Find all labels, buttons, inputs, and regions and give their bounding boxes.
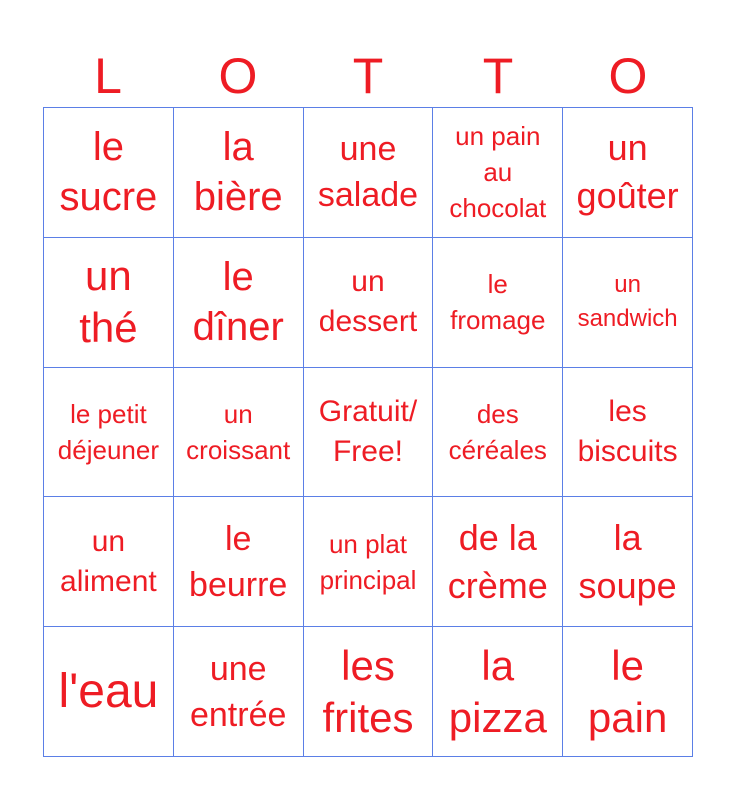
cell-text: un sandwich [577,271,678,333]
grid-cell[interactable] [304,238,434,368]
grid-cell[interactable] [174,627,304,757]
cell-text: de la crème [447,516,548,606]
grid-cell[interactable] [563,368,693,498]
grid-cell[interactable] [304,368,434,498]
cell-text: un plat principal [319,528,417,595]
grid-cell[interactable] [304,108,434,238]
cell-text: la pizza [448,641,547,741]
cell-text: les frites [322,641,414,741]
cell-text: une entrée [189,649,287,734]
cell-text: une salade [317,130,419,215]
grid-cell[interactable] [44,238,174,368]
header-letter-1: L [94,48,122,104]
grid-cell[interactable] [304,497,434,627]
grid-cell[interactable] [563,238,693,368]
grid-cell[interactable] [44,368,174,498]
cell-text: le dîner [192,255,284,350]
lotto-header [43,46,693,106]
cell-text: un aliment [60,524,157,598]
cell-text: un pain au chocolat [449,121,547,224]
header-letter-2: O [218,48,258,104]
cell-text: la soupe [578,516,677,606]
grid-cell[interactable] [174,238,304,368]
cell-text: l'eau [58,664,159,718]
cell-text: le petit déjeuner [57,398,159,465]
grid-cell[interactable] [44,627,174,757]
grid-cell[interactable] [174,368,304,498]
grid-cell[interactable] [433,238,563,368]
cell-text: les biscuits [577,394,678,468]
grid-cell[interactable] [174,497,304,627]
cell-text: le beurre [189,519,288,604]
cell-text: le pain [587,641,668,741]
grid-cell[interactable] [563,497,693,627]
grid-cell[interactable] [433,368,563,498]
cell-text: le fromage [450,269,546,336]
lotto-grid [43,107,693,757]
cell-text: un thé [79,252,138,352]
grid-cell[interactable] [44,108,174,238]
grid-cell[interactable] [174,108,304,238]
cell-text: des céréales [448,398,547,465]
cell-text: un dessert [318,265,418,339]
grid-cell[interactable] [433,627,563,757]
grid-cell[interactable] [563,627,693,757]
grid-cell[interactable] [44,497,174,627]
cell-text: un goûter [576,127,679,217]
header-letter-3: T [352,48,384,104]
grid-cell[interactable] [433,108,563,238]
cell-text: le sucre [59,125,158,220]
cell-text: un croissant [186,398,291,465]
grid-cell[interactable] [433,497,563,627]
cell-text: Gratuit/ Free! [318,394,418,468]
grid-cell[interactable] [563,108,693,238]
cell-text: la bière [193,125,283,220]
header-letter-5: O [608,48,648,104]
grid-cell[interactable] [304,627,434,757]
header-letter-4: T [482,48,514,104]
